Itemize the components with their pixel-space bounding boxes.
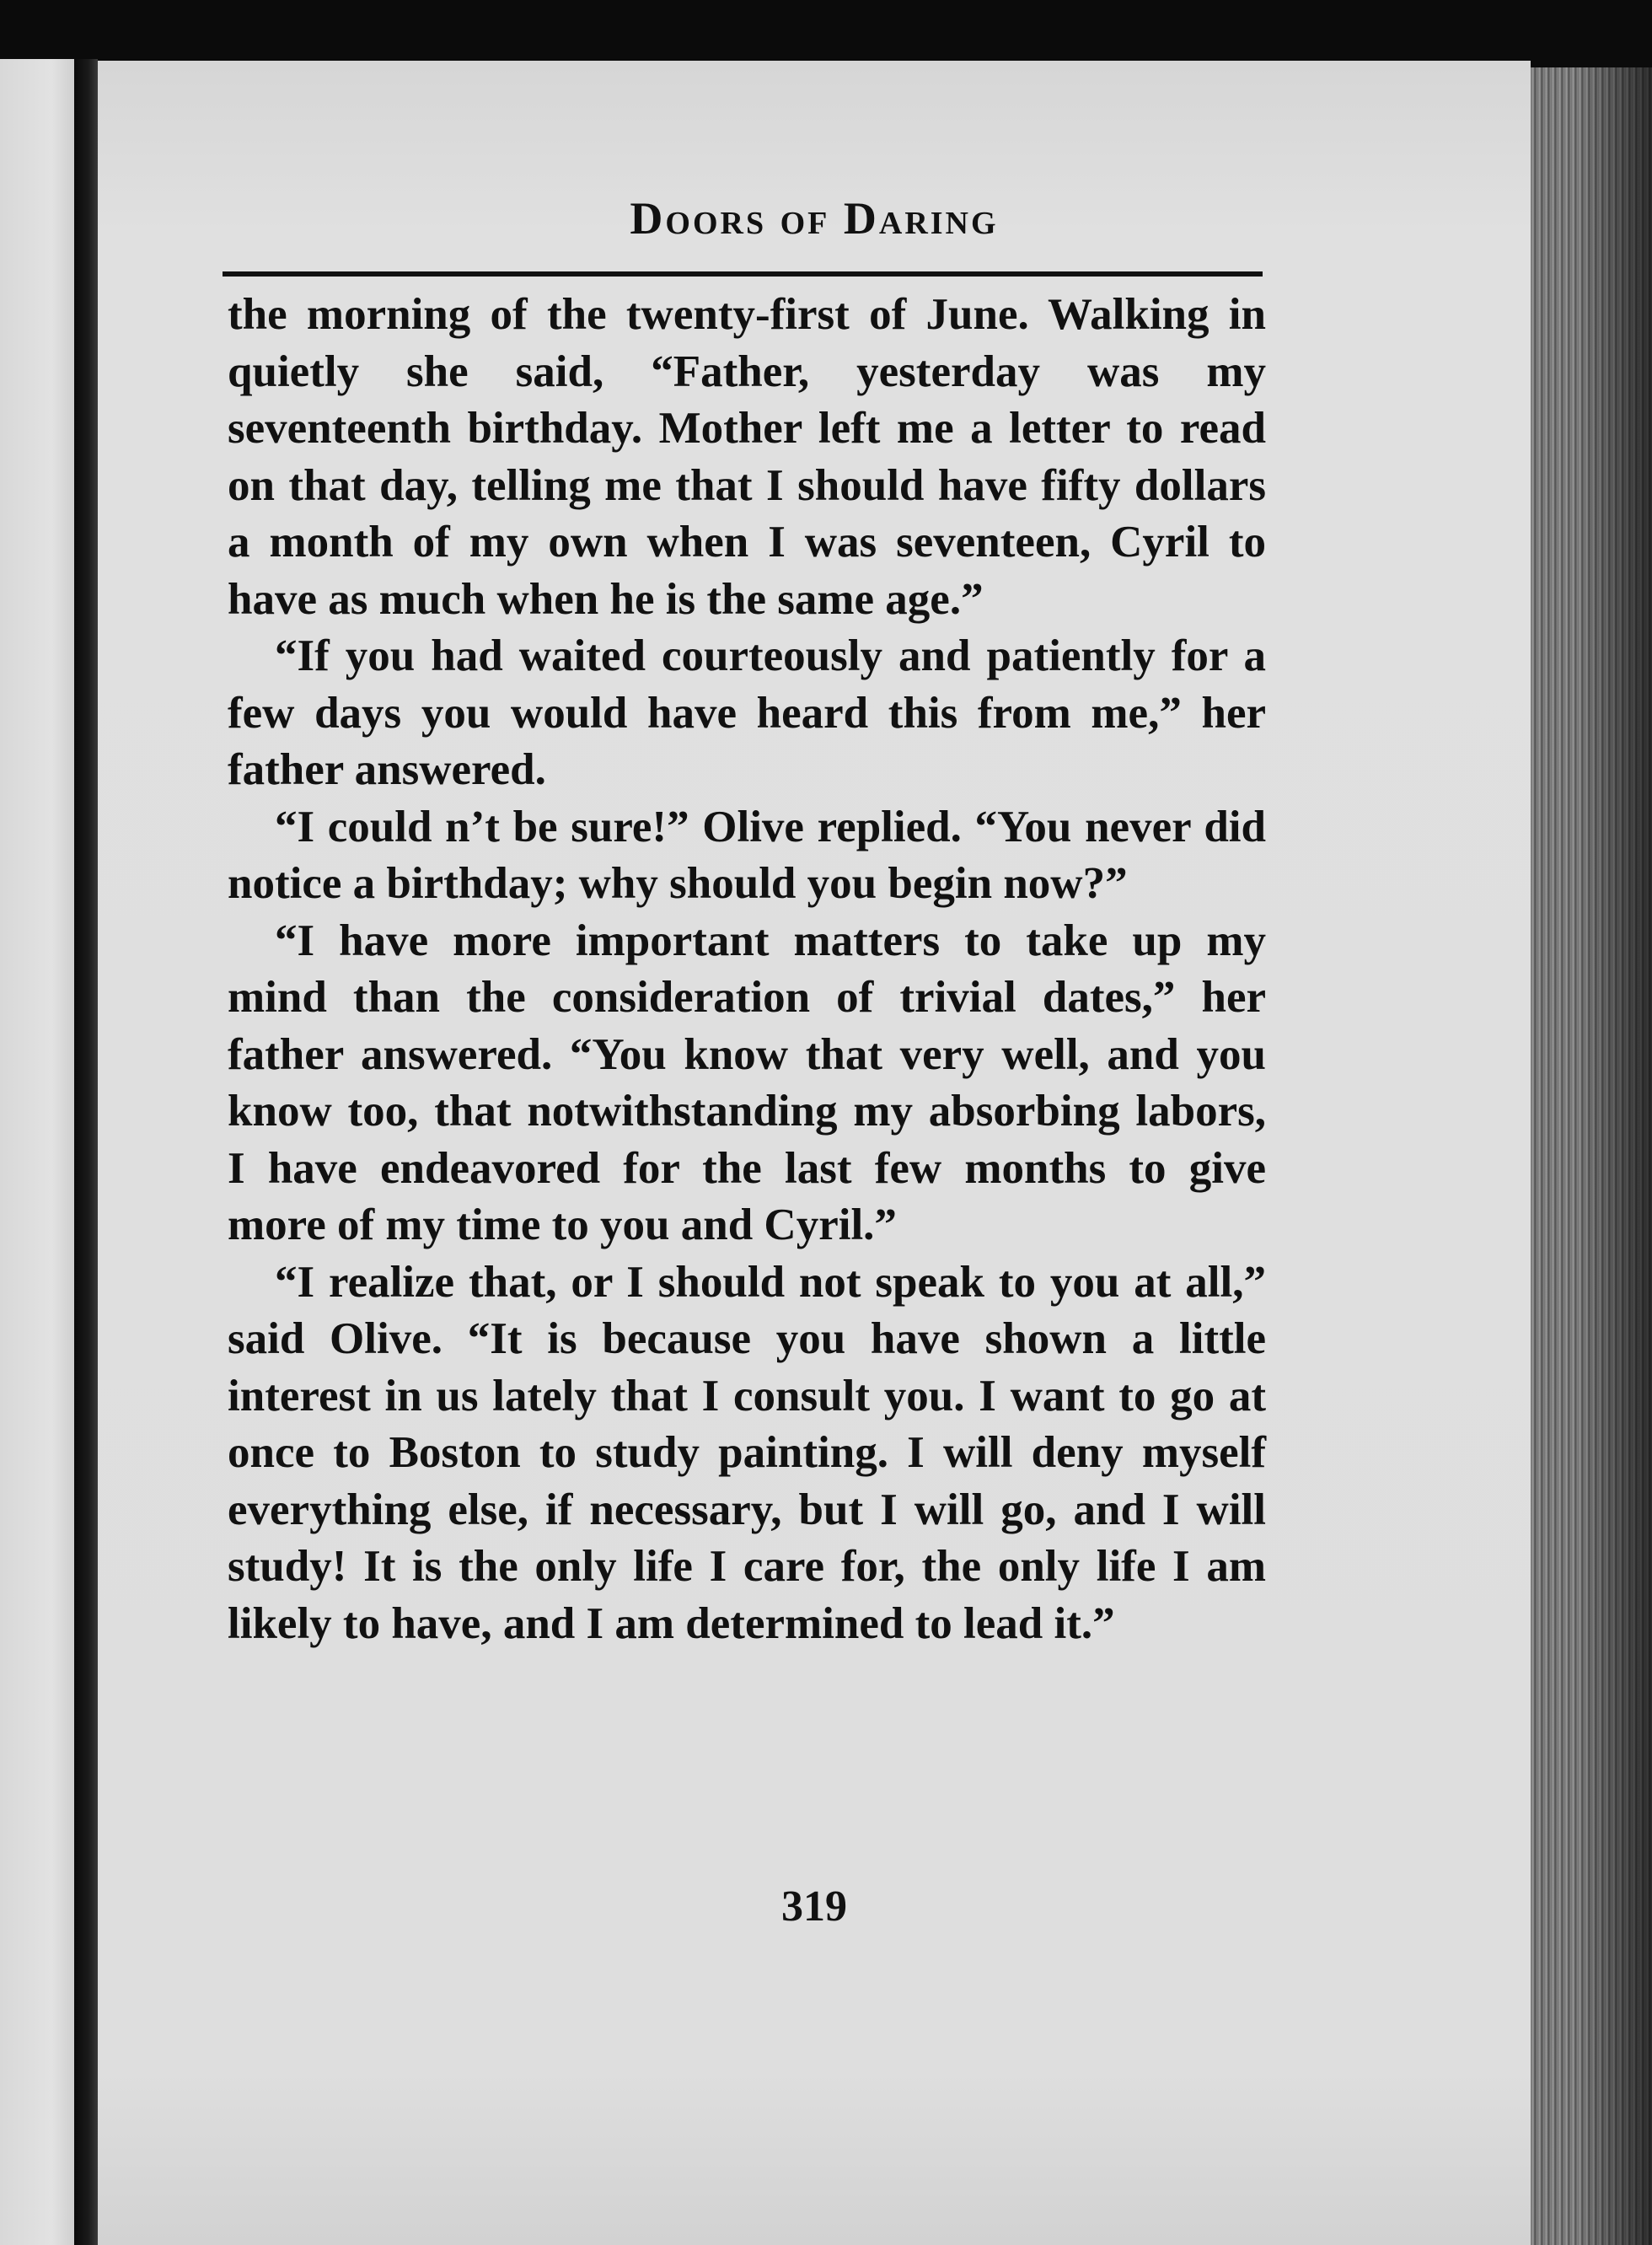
header-rule (223, 271, 1263, 277)
facing-page-edge (0, 59, 74, 2245)
page-body (228, 287, 1266, 1652)
paragraph-4: “I have more important matters to take up my mind than the consideration of trivial dates,” her father answered. “You know that very well, and you know too, that notwithstanding my absorbing labors, I have endeavored for the last few months to give more of my time to you and Cyril.” (228, 916, 1266, 1249)
paragraph-1: the morning of the twenty-first of June. Walking in quietly she said, “Father, yesterday was my seventeenth birthday. Mother left me a letter to read on that day, telling me that I should have fifty dollars a month of my own when I was seventeen, Cyril to have as much when he is the same age.” (228, 290, 1266, 624)
paragraph-5: “I realize that, or I should not speak to you at all,” said Olive. “It is because you have shown a little interest in us lately that I consult you. I want to go at once to Boston to study painting. I will deny myself everything else, if necessary, but I will go, and I will study! It is the only life I care for, the only life I am likely to have, and I am determined to lead it.” (228, 1257, 1266, 1648)
page-edge-shadow (1576, 67, 1652, 2245)
paragraph-3: “I could n’t be sure!” Olive replied. “You never did notice a birthday; why should you begin now?” (228, 802, 1266, 908)
paragraph-2: “If you had waited courteously and patiently for a few days you would have heard this from me,” her father answered. (228, 631, 1266, 794)
page-number: 319 (781, 1882, 847, 1931)
book-gutter (74, 59, 98, 2245)
running-head: Doors of Daring (630, 193, 999, 244)
